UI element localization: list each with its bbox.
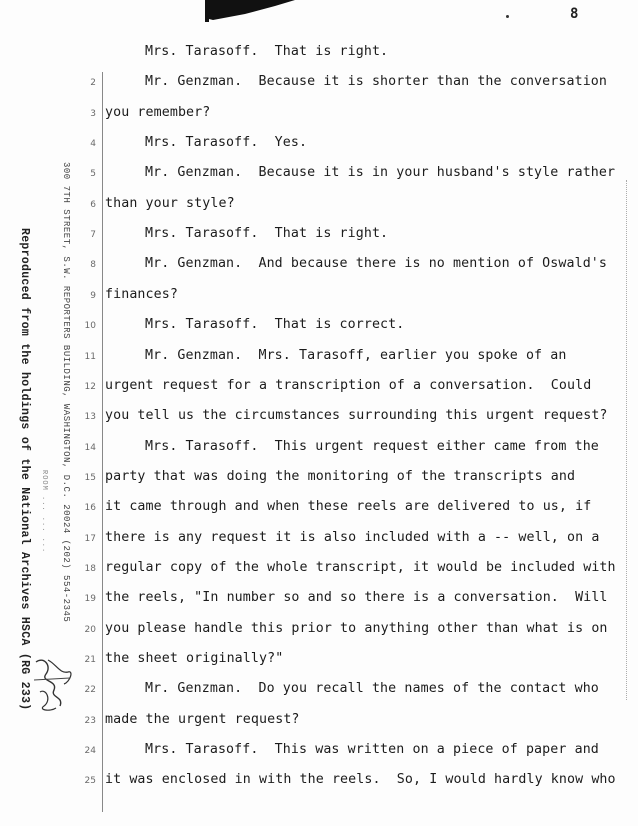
line-number: 5 [90,169,96,180]
line-text: the sheet originally?" [105,651,284,666]
transcript-line [0,196,638,226]
line-text: party that was doing the monitoring of the transcripts and [105,468,576,484]
line-number: 3 [90,108,96,119]
line-text: Mrs. Tarasoff. That is correct. [145,317,405,333]
line-text: finances? [105,286,178,302]
line-number: 10 [84,321,96,332]
transcript-line [0,317,638,347]
page-number: 8 [570,6,579,22]
transcript-line [0,287,638,317]
reporter-footer-text: 300 7TH STREET, S.W. REPORTERS BUILDING, WASHINGTON, D.C. 20024 (202) 554-2345 [61,162,71,623]
transcript-line [0,681,638,711]
transcript-line [0,560,638,590]
transcript-line [0,226,638,256]
transcript-line [0,408,638,438]
line-text: Mr. Genzman. Because it is in your husband's style rather [145,165,616,181]
line-number: 9 [90,290,96,301]
line-text: Mrs. Tarasoff. That is right. [145,44,389,59]
line-number: 11 [84,351,96,362]
line-number: 13 [84,412,96,423]
line-number: 16 [84,503,96,514]
line-text: Mr. Genzman. Mrs. Tarasoff, earlier you spoke of an [145,347,567,363]
line-number: 24 [84,746,96,757]
line-text: Mrs. Tarasoff. Yes. [145,135,308,151]
transcript-line [0,772,638,802]
line-number: 22 [84,685,96,696]
archive-stamp-text: Reproduced from the holdings of the National Archives HSCA (RG 233) [18,228,31,711]
line-text: Mr. Genzman. Because it is shorter than the conversation [145,74,608,90]
line-text: urgent request for a transcription of a conversation. Could [105,377,592,393]
transcript-line [0,74,638,104]
line-number: 19 [84,594,96,605]
line-number: 25 [84,776,96,787]
line-text: Mrs. Tarasoff. This urgent request either came from the [145,438,599,454]
transcript-line [0,651,638,681]
transcript-line [0,348,638,378]
transcript-line [0,742,638,772]
line-number: 21 [84,655,96,665]
line-text: Mr. Genzman. And because there is no mention of Oswald's [145,256,608,272]
line-text: you remember? [105,104,211,120]
line-number: 4 [90,139,96,150]
transcript-line [0,439,638,469]
line-text: the reels, "In number so and so there is a conversation. Will [105,590,608,606]
transcript-line [0,590,638,620]
line-text: made the urgent request? [105,711,300,727]
transcript-line [0,44,638,74]
transcript-line [0,256,638,286]
transcript-line [0,378,638,408]
line-text: Mrs. Tarasoff. That is right. [145,226,389,242]
line-number: 6 [90,199,96,210]
line-text: it came through and when these reels are delivered to us, if [105,499,592,515]
transcript-line [0,469,638,499]
line-text: there is any request it is also included with a -- well, on a [105,529,600,545]
line-text: than your style? [105,195,235,211]
transcript-line [0,135,638,165]
line-number: 8 [90,260,96,271]
transcript-line [0,165,638,195]
transcript-line [0,530,638,560]
stray-dot [506,15,509,18]
line-number: 15 [84,472,96,483]
line-text: Mrs. Tarasoff. This was written on a piece of paper and [145,742,599,758]
line-text: it was enclosed in with the reels. So, I would hardly know who [105,772,616,788]
faint-margin-text-value: ROOM ... ... ... [40,470,48,554]
line-number: 2 [90,78,96,89]
line-text: Mr. Genzman. Do you recall the names of the contact who [145,681,599,697]
line-number: 7 [90,230,96,241]
transcript-line [0,105,638,135]
line-text: you please handle this prior to anything other than what is on [105,620,608,636]
line-text: you tell us the circumstances surrounding this urgent request? [105,408,608,424]
transcript-line [0,621,638,651]
transcript-line [0,499,638,529]
line-number: 14 [84,442,96,453]
line-number: 18 [84,563,96,574]
line-number: 20 [84,624,96,635]
line-number: 12 [84,381,96,392]
top-ink-blot [205,0,295,22]
transcript-line [0,712,638,742]
line-number: 17 [84,533,96,544]
line-text: regular copy of the whole transcript, it would be included with [105,559,616,575]
line-number: 23 [84,715,96,726]
